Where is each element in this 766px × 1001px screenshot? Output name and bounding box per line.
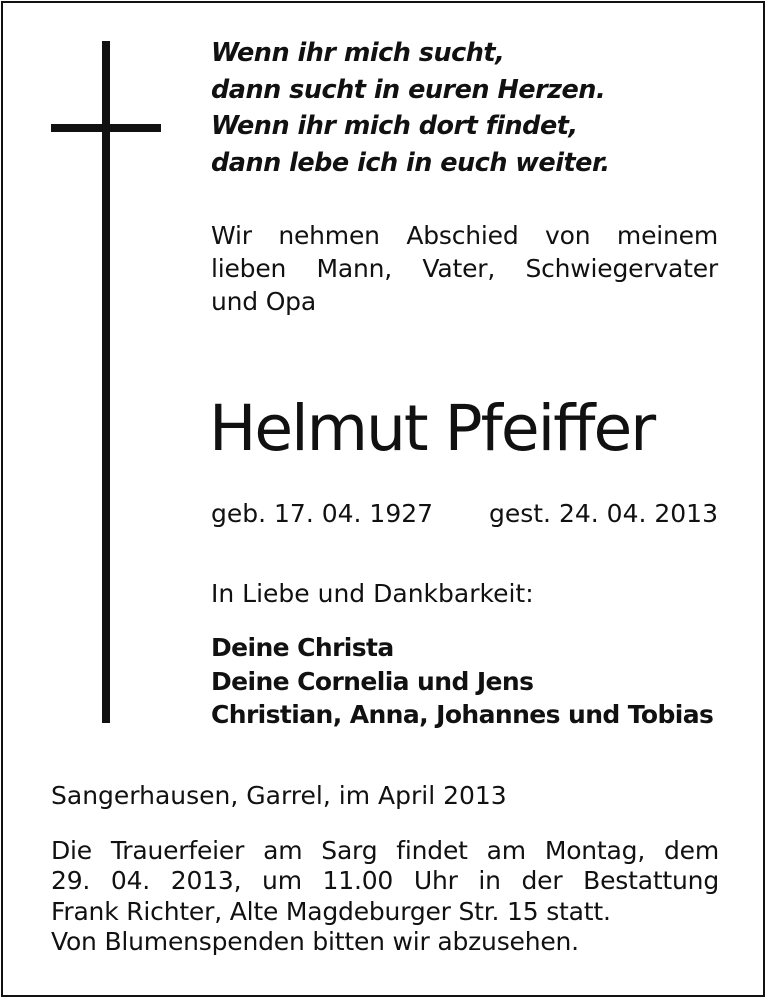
cross-vertical-beam (102, 41, 110, 723)
intro-line: Wir nehmen Abschied von meinem (211, 221, 718, 250)
memorial-poem (211, 35, 610, 181)
birth-date: geb. 17. 04. 1927 (211, 499, 434, 528)
gratitude-line: In Liebe und Dankbarkeit: (211, 579, 534, 608)
poem-line: dann lebe ich in euch weiter. (211, 147, 610, 178)
place-and-date: Sangerhausen, Garrel, im April 2013 (51, 781, 507, 810)
intro-line: und Opa (211, 287, 316, 316)
death-date: gest. 24. 04. 2013 (488, 499, 718, 528)
ceremony-line: Frank Richter, Alte Magdeburger Str. 15 statt. (51, 896, 611, 926)
ceremony-details (51, 836, 719, 957)
farewell-intro (211, 219, 718, 318)
ceremony-line: Die Trauerfeier am Sarg findet am Montag, dem (51, 836, 719, 865)
obituary-notice (1, 1, 765, 997)
poem-line: Wenn ihr mich sucht, (211, 38, 505, 68)
intro-line: lieben Mann, Vater, Schwiegervater (211, 254, 718, 283)
poem-line: Wenn ihr mich dort findet, (211, 111, 578, 141)
ceremony-line: Von Blumenspenden bitten wir abzusehen. (51, 926, 579, 956)
life-dates (211, 497, 718, 531)
mourners-list (211, 631, 713, 732)
mourner: Christian, Anna, Johannes und Tobias (211, 700, 714, 729)
deceased-name: Helmut Pfeiffer (209, 392, 655, 465)
cross-horizontal-beam (51, 124, 161, 132)
ceremony-line: 29. 04. 2013, um 11.00 Uhr in der Bestattung (51, 866, 719, 896)
mourner: Deine Christa (211, 633, 394, 662)
poem-line: dann sucht in euren Herzen. (211, 74, 606, 105)
mourner: Deine Cornelia und Jens (211, 666, 534, 696)
